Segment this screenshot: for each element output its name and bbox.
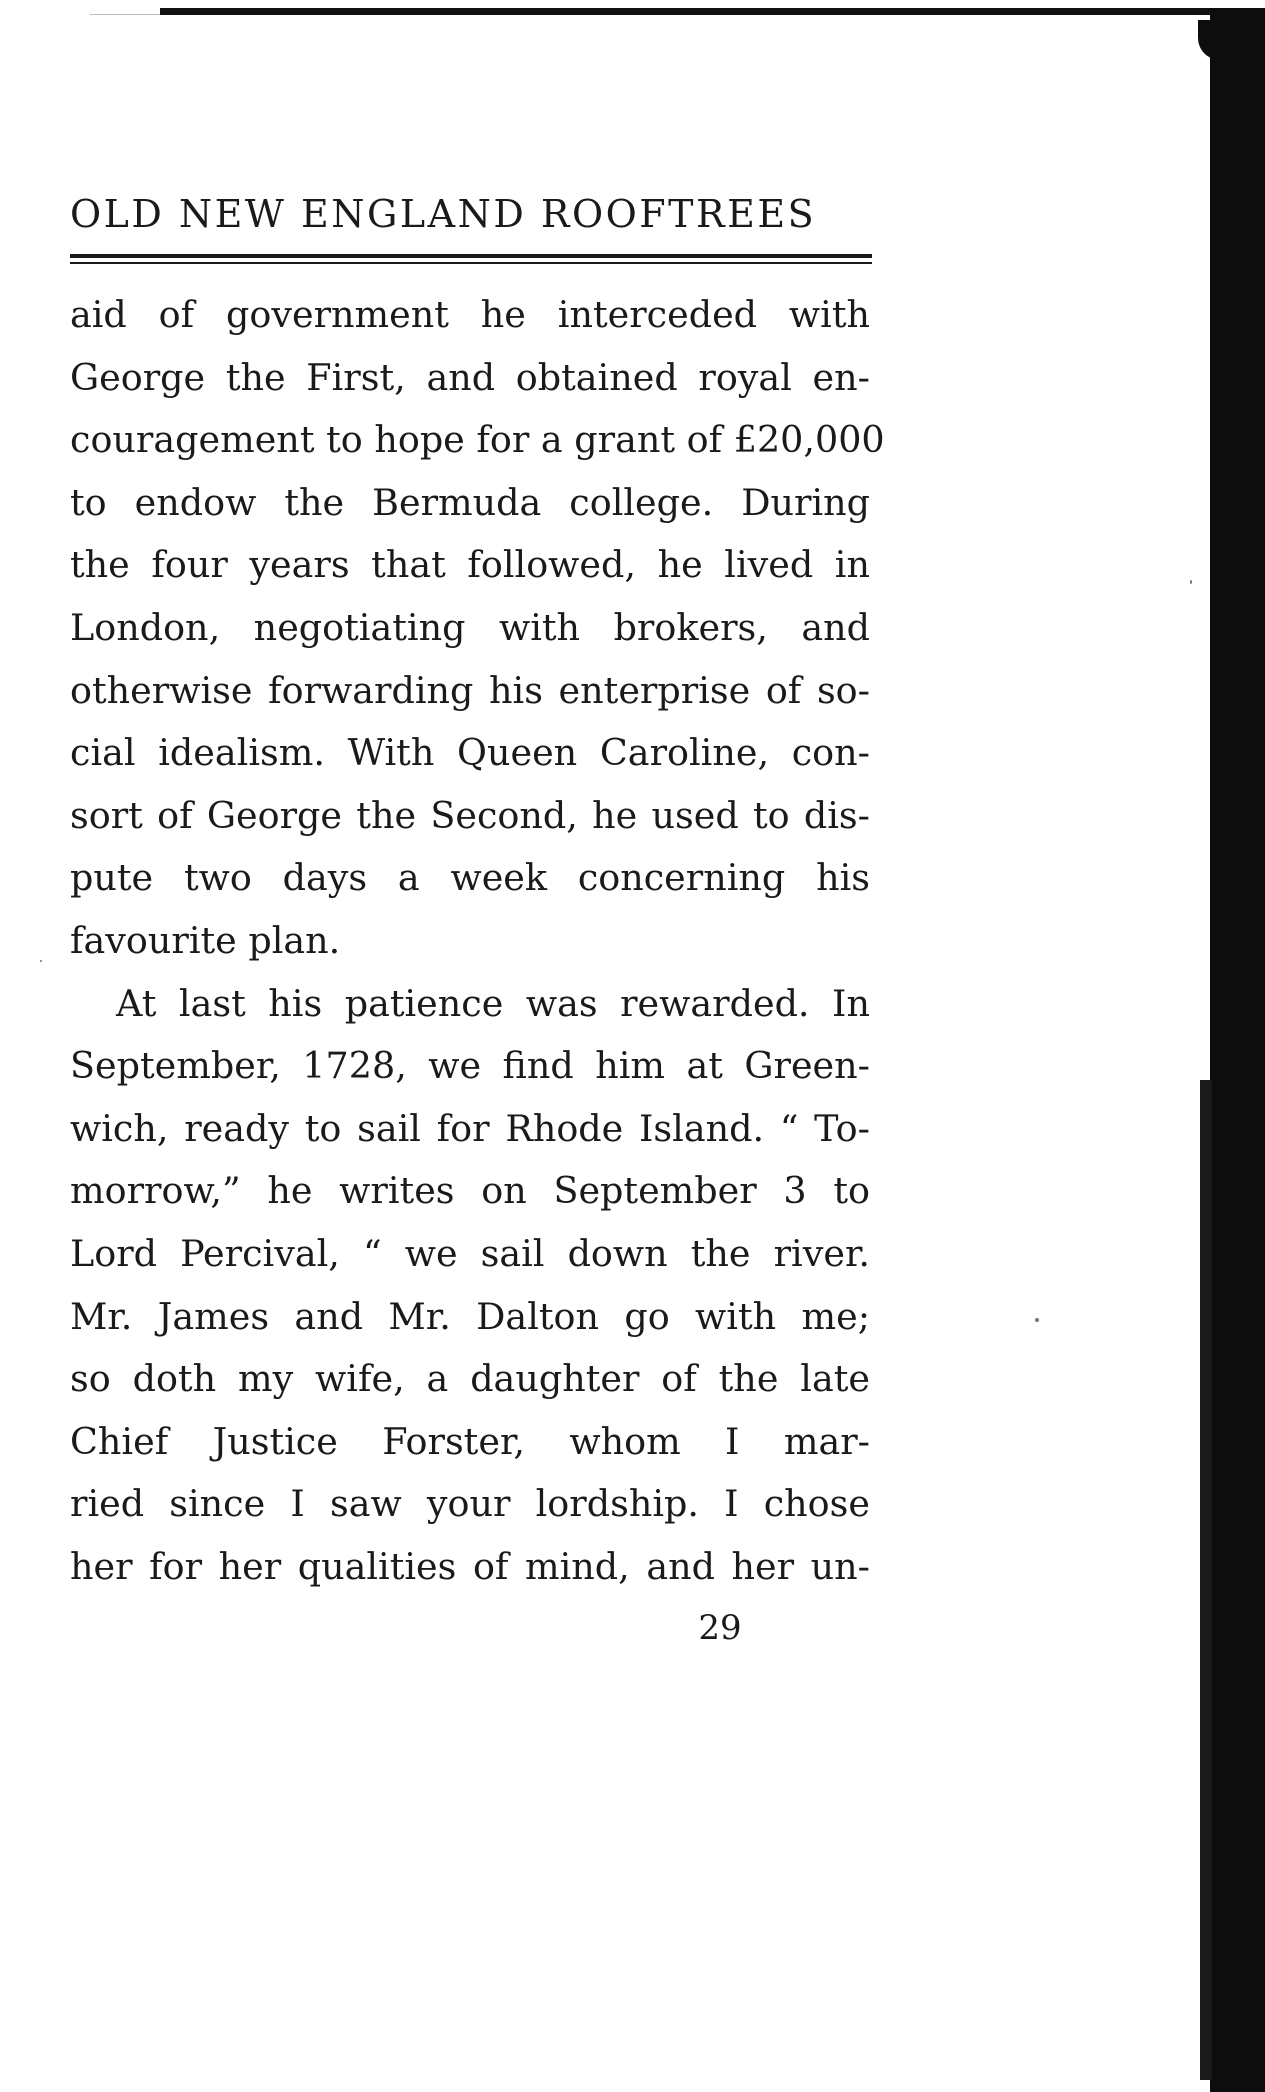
scan-edge-faint	[90, 14, 170, 15]
binding-edge-curl	[1198, 20, 1220, 60]
text-line: so doth my wife, a daughter of the late	[70, 1357, 870, 1401]
scan-speck	[1190, 580, 1192, 584]
running-head: OLD NEW ENGLAND ROOFTREES	[70, 192, 817, 236]
text-line: favourite plan.	[70, 918, 341, 962]
header-rule	[70, 262, 872, 264]
text-line: Lord Percival, “ we sail down the river.	[70, 1231, 870, 1275]
text-line: At last his patience was rewarded. In	[116, 981, 870, 1025]
paragraph	[70, 973, 870, 1599]
page-number: 29	[698, 1608, 742, 1648]
header-rule	[70, 254, 872, 258]
scan-speck	[1035, 1318, 1039, 1322]
text-line: the four years that followed, he lived in	[70, 543, 870, 587]
text-line: otherwise forwarding his enterprise of so-	[70, 668, 870, 712]
text-line: pute two days a week concerning his	[70, 856, 870, 900]
text-line: to endow the Bermuda college. During	[70, 480, 870, 524]
text-line: George the First, and obtained royal en-	[70, 355, 870, 399]
text-line: sort of George the Second, he used to dis-	[70, 793, 870, 837]
scan-top-edge	[160, 8, 1220, 15]
text-line: wich, ready to sail for Rhode Island. “ To-	[70, 1106, 870, 1150]
text-line: couragement to hope for a grant of £20,000	[70, 418, 885, 462]
text-line: London, negotiating with brokers, and	[70, 605, 870, 649]
text-line: ried since I saw your lordship. I chose	[70, 1482, 870, 1526]
binding-edge	[1210, 8, 1265, 2092]
paragraph	[70, 284, 885, 973]
binding-shadow	[1200, 1080, 1212, 2080]
text-line: Chief Justice Forster, whom I mar-	[70, 1419, 870, 1463]
text-line: September, 1728, we find him at Green-	[70, 1044, 870, 1088]
text-line: Mr. James and Mr. Dalton go with me;	[70, 1294, 870, 1338]
text-line: aid of government he interceded with	[70, 293, 870, 336]
scan-speck	[40, 960, 42, 962]
body-text	[70, 284, 885, 1598]
text-line: morrow,” he writes on September 3 to	[70, 1169, 870, 1213]
text-line: her for her qualities of mind, and her un-	[70, 1544, 870, 1588]
text-line: cial idealism. With Queen Caroline, con-	[70, 731, 870, 775]
